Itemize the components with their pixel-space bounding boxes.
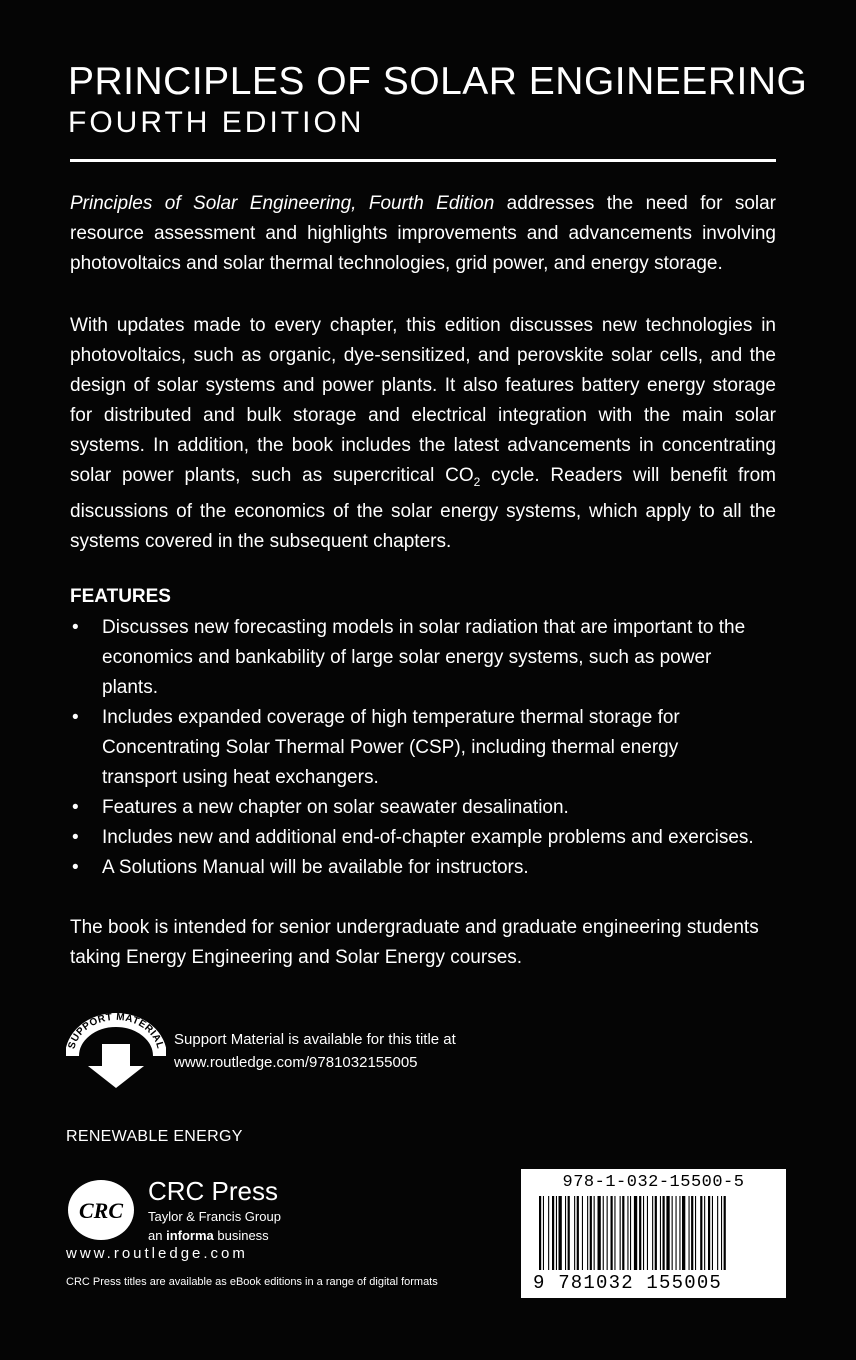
barcode-bar xyxy=(598,1196,601,1270)
feature-text: Features a new chapter on solar seawater desalination. xyxy=(102,797,569,818)
updates-paragraph xyxy=(70,311,776,557)
barcode-bar xyxy=(704,1196,705,1270)
book-edition: FOURTH EDITION xyxy=(68,106,365,139)
barcode-bar xyxy=(603,1196,604,1270)
updates-text-before: With updates made to every chapter, this edition discusses new technologies in photovoltaics, such as organic, dye-sensitized, and perovskite solar cells, and the design of solar systems and power plants. It also features battery energy storage for distributed and bulk storage and electrical integration with the main solar systems. In addition, the book includes the latest advancements in concentrating solar power plants, such as supercritical CO xyxy=(70,315,776,486)
business-bold: informa xyxy=(166,1228,214,1243)
barcode-bar xyxy=(587,1196,588,1270)
intro-text: addresses the need for solar resource assessment and highlights improvements and advancements involving photovoltaics and solar thermal technologies, grid power, and energy storage. xyxy=(70,193,776,274)
barcode-bar xyxy=(565,1196,566,1270)
publisher-business xyxy=(148,1226,269,1246)
barcode-digits: 9 781032 155005 xyxy=(533,1272,723,1294)
barcode-bar xyxy=(556,1196,557,1270)
bullet: • xyxy=(72,857,79,878)
barcode-bar xyxy=(691,1196,693,1270)
barcode-bar xyxy=(672,1196,673,1270)
barcode-bar xyxy=(634,1196,637,1270)
barcode-bar xyxy=(577,1196,579,1270)
barcode-bar xyxy=(543,1196,544,1270)
barcode-bar xyxy=(643,1196,644,1270)
subject-category: RENEWABLE ENERGY xyxy=(66,1128,243,1145)
barcode-bar xyxy=(660,1196,661,1270)
barcode-bar xyxy=(607,1196,608,1270)
intro-book-title: Principles of Solar Engineering, Fourth Edition xyxy=(70,193,495,214)
feature-item xyxy=(70,793,790,823)
barcode-bar xyxy=(663,1196,665,1270)
features-list xyxy=(70,613,790,883)
barcode-bar xyxy=(594,1196,595,1270)
barcode-bar xyxy=(679,1196,680,1270)
barcode-bar xyxy=(676,1196,677,1270)
barcode-bar xyxy=(652,1196,653,1270)
title-divider xyxy=(70,159,776,162)
barcode-bar xyxy=(582,1196,583,1270)
feature-text: Includes new and additional end-of-chapter example problems and exercises. xyxy=(102,827,754,848)
barcode-bar xyxy=(639,1196,641,1270)
barcode-bar xyxy=(630,1196,631,1270)
business-suffix: business xyxy=(213,1228,269,1243)
bullet: • xyxy=(72,797,79,818)
barcode-bar xyxy=(548,1196,549,1270)
isbn-number: 978-1-032-15500-5 xyxy=(562,1173,745,1192)
barcode-bar xyxy=(647,1196,648,1270)
barcode-bar xyxy=(568,1196,570,1270)
barcode-bar xyxy=(695,1196,696,1270)
support-link[interactable]: www.routledge.com/9781032155005 xyxy=(174,1054,418,1071)
barcode-bar xyxy=(724,1196,726,1270)
feature-item xyxy=(70,823,790,853)
co2-subscript: 2 xyxy=(473,474,481,489)
crc-logo-icon xyxy=(66,1178,136,1242)
bullet: • xyxy=(72,617,79,638)
feature-item xyxy=(70,613,790,703)
barcode-bar xyxy=(590,1196,592,1270)
feature-text: A Solutions Manual will be available for instructors. xyxy=(102,857,529,878)
crc-logo-text: CRC xyxy=(78,1198,124,1223)
feature-text: Includes expanded coverage of high temperature thermal storage for Concentrating Solar Thermal Power (CSP), including thermal energy transport using heat exchangers. xyxy=(102,707,680,788)
features-heading: FEATURES xyxy=(70,586,171,607)
barcode-bar xyxy=(627,1196,628,1270)
barcode-bar xyxy=(721,1196,722,1270)
barcode-bar xyxy=(539,1196,541,1270)
support-line-1: Support Material is available for this title at xyxy=(174,1031,456,1048)
barcode-icon xyxy=(531,1196,779,1276)
ebook-note: CRC Press titles are available as eBook editions in a range of digital formats xyxy=(66,1276,438,1288)
barcode-bar xyxy=(689,1196,690,1270)
feature-item xyxy=(70,853,790,883)
barcode-bar xyxy=(717,1196,718,1270)
feature-text: Discusses new forecasting models in solar radiation that are important to the economics and bankability of large solar energy systems, such as power plants. xyxy=(102,617,746,698)
feature-item xyxy=(70,703,790,793)
support-badge-text: SUPPORT MATERIAL xyxy=(66,1012,166,1051)
business-prefix: an xyxy=(148,1228,167,1243)
support-text xyxy=(174,1028,456,1074)
publisher-website[interactable]: www.routledge.com xyxy=(66,1245,248,1262)
barcode-bar xyxy=(700,1196,702,1270)
publisher-group: Taylor & Francis Group xyxy=(148,1209,281,1224)
barcode-bar xyxy=(622,1196,624,1270)
book-title: PRINCIPLES OF SOLAR ENGINEERING xyxy=(68,60,808,103)
bullet: • xyxy=(72,827,79,848)
barcode-bar xyxy=(552,1196,554,1270)
bullet: • xyxy=(72,707,79,728)
barcode-bar xyxy=(574,1196,575,1270)
barcode-bar xyxy=(666,1196,669,1270)
barcode-bar xyxy=(620,1196,621,1270)
barcode-bar xyxy=(708,1196,710,1270)
audience-paragraph: The book is intended for senior undergraduate and graduate engineering students taking Energy Engineering and Solar Energy courses. xyxy=(70,917,759,968)
barcode-bar xyxy=(712,1196,713,1270)
barcode-bar xyxy=(614,1196,615,1270)
barcode-bar xyxy=(611,1196,613,1270)
barcode-box xyxy=(521,1169,786,1298)
intro-paragraph xyxy=(70,189,776,279)
barcode-bar xyxy=(682,1196,685,1270)
updates-text-after: cycle. Readers will benefit from discussions of the economics of the solar energy systems, which apply to all the systems covered in the subsequent chapters. xyxy=(70,465,776,552)
publisher-name: CRC Press xyxy=(148,1176,279,1206)
barcode-bar xyxy=(559,1196,562,1270)
barcode-bar xyxy=(655,1196,657,1270)
support-material-icon xyxy=(66,1012,166,1090)
